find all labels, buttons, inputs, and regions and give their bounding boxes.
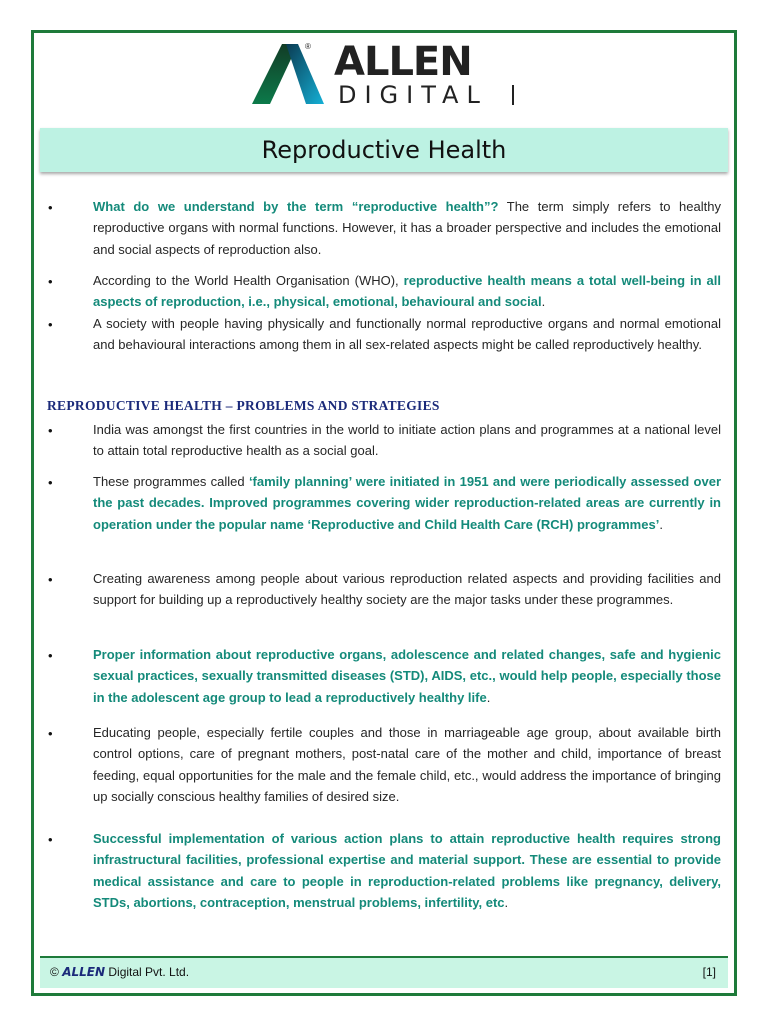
copyright-icon: ©	[50, 965, 59, 979]
allen-logo-mark-icon	[250, 42, 330, 106]
bullet-icon: •	[48, 274, 53, 289]
body-text: .	[541, 294, 546, 310]
highlight-text: What do we understand by the term “reproductive health”?	[93, 199, 499, 214]
strategy-paragraph-4	[93, 644, 721, 708]
bullet-icon: •	[48, 200, 53, 215]
highlight-text: Successful implementation of various action plans to attain reproductive health requires strong infrastructural facilities, professional expertise and material support. These are essential to provide medical assistance and care to people in reproduction-related problems like pregnancy, delivery, STDs, abortions, contraception, menstrual problems, infertility, etc	[93, 831, 721, 910]
bullet-icon: •	[48, 317, 53, 332]
intro-paragraph-2	[93, 270, 721, 313]
body-text: The term simply refers to healthy reproductive organs with normal functions. However, it has a broader perspective and includes the emotional and social aspects of reproduction also.	[93, 199, 721, 257]
bullet-icon: •	[48, 648, 53, 663]
body-text: .	[486, 689, 491, 705]
body-text: According to the World Health Organisation (WHO),	[93, 273, 404, 288]
body-text: These programmes called	[93, 474, 249, 489]
bullet-icon: •	[48, 475, 53, 490]
bullet-icon: •	[48, 726, 53, 741]
page-title: Reproductive Health	[261, 136, 507, 164]
strategy-paragraph-6	[93, 828, 721, 913]
body-text: .	[504, 894, 509, 910]
strategy-paragraph-3: Creating awareness among people about various reproduction related aspects and providing facilities and support for building up a reproductively healthy society are the major tasks under these programmes.	[93, 571, 721, 608]
section-heading: REPRODUCTIVE HEALTH – PROBLEMS AND STRATEGIES	[47, 398, 440, 413]
highlight-text: Proper information about reproductive organs, adolescence and related changes, safe and hygienic sexual practices, sexually transmitted diseases (STD), AIDS, etc., would help people, especially those in the adolescent age group to lead a reproductively healthy life	[93, 647, 721, 705]
strategy-paragraph-2	[93, 471, 721, 535]
intro-paragraph-3: A society with people having physically and functionally normal reproductive organs and normal emotional and behavioural interactions among them in all sex-related aspects might be called reproductively healthy.	[93, 316, 721, 353]
logo-sub-text: DIGITAL	[338, 81, 488, 109]
body-text: .	[659, 516, 663, 532]
footer-brand: ALLEN	[62, 965, 106, 979]
footer-company: Digital Pvt. Ltd.	[108, 965, 190, 979]
registered-mark: ®	[305, 42, 311, 51]
bullet-icon: •	[48, 832, 53, 847]
highlight-text: reproductive health means a total well-being in all aspects of reproduction, i.e., physical, emotional, behavioural and social	[93, 273, 722, 310]
title-banner	[40, 128, 728, 172]
strategy-paragraph-5: Educating people, especially fertile couples and those in marriageable age group, about available birth control options, care of pregnant mothers, post-natal care of the mother and child, importance of breast feeding, equal opportunities for the male and the female child, etc., would address the importance of bringing up socially conscious healthy families of desired size.	[93, 725, 721, 804]
strategy-paragraph-1: India was amongst the first countries in the world to initiate action plans and programmes at a national level to attain total reproductive health as a social goal.	[93, 422, 721, 459]
footer	[40, 958, 728, 988]
intro-paragraph-1	[93, 196, 721, 260]
page-number: [1]	[702, 965, 716, 979]
logo-divider	[512, 85, 514, 105]
highlight-text: ‘family planning’ were initiated in 1951 and were periodically assessed over the past decades. Improved programmes covering wider reproduction-related areas are currently in operation under the popular name ‘Reproductive and Child Health Care (RCH) programmes’	[93, 474, 722, 532]
bullet-icon: •	[48, 572, 53, 587]
bullet-icon: •	[48, 423, 53, 438]
logo-brand-text: ALLEN	[334, 39, 472, 85]
footer-copyright	[50, 965, 189, 979]
allen-digital-logo	[250, 39, 520, 109]
